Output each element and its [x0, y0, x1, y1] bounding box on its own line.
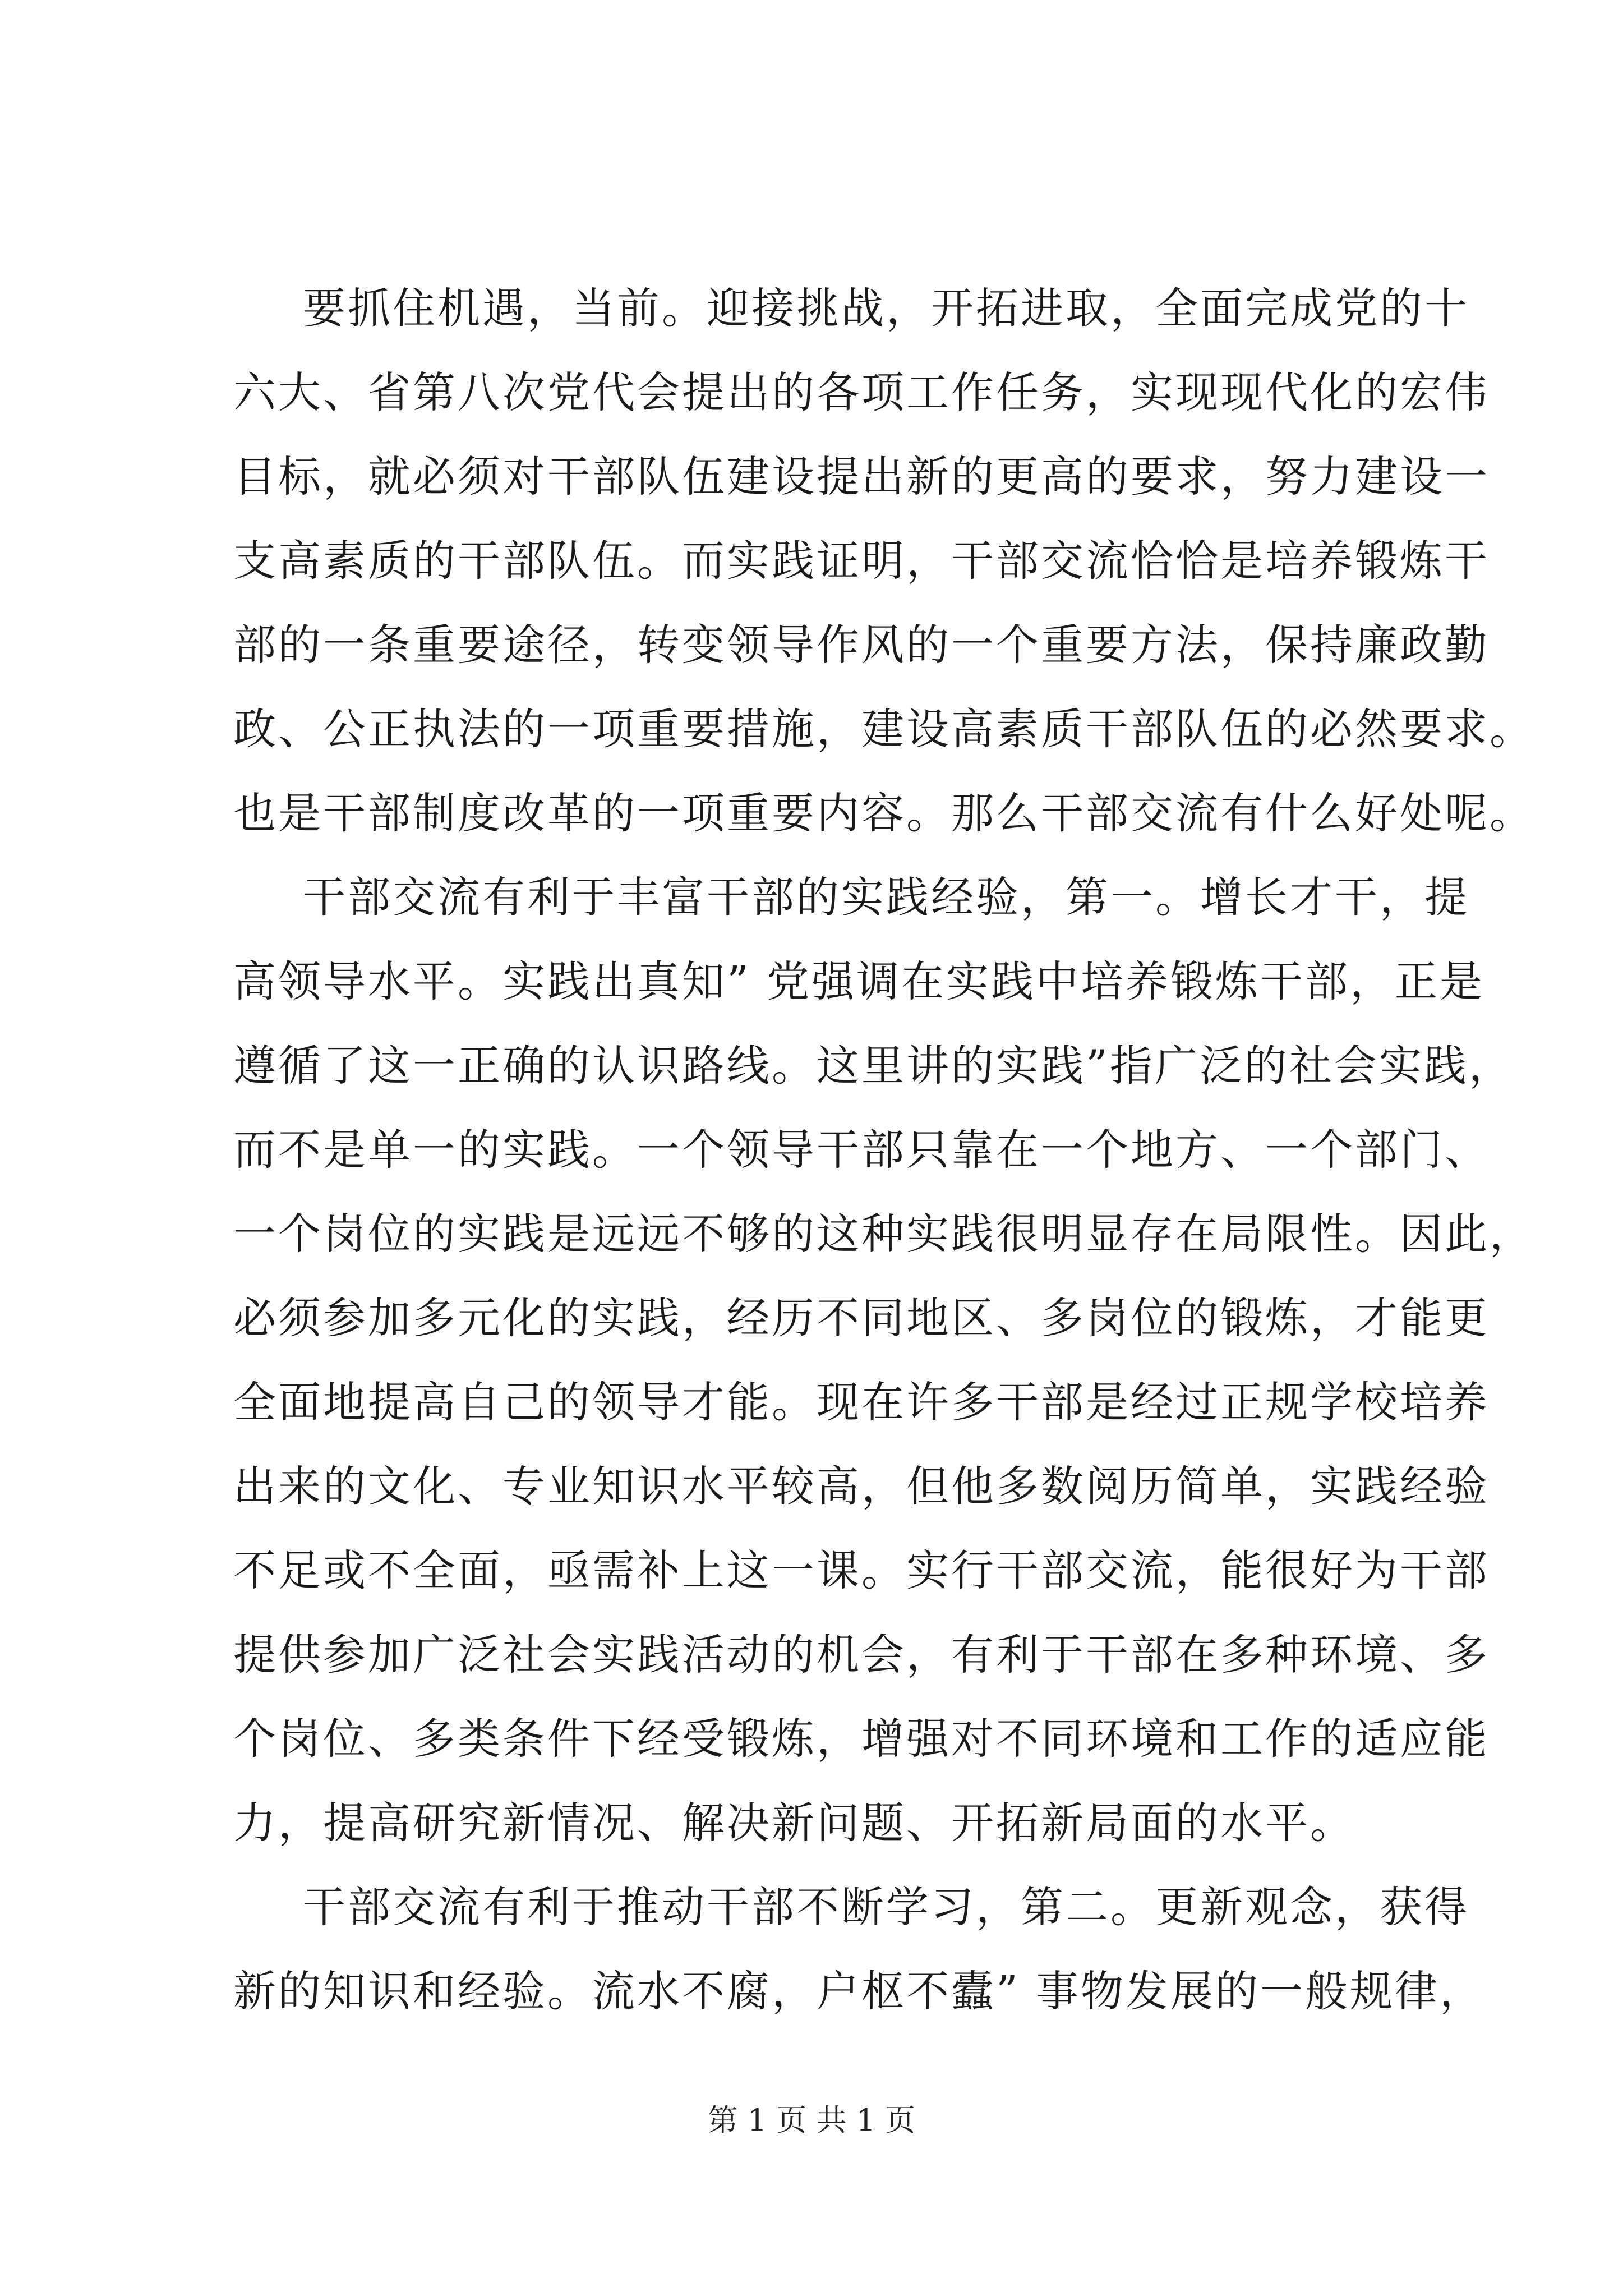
text-line: 也是干部制度改革的一项重要内容。那么干部交流有什么好处呢。 [233, 788, 1534, 838]
text-line: 必须参加多元化的实践，经历不同地区、多岗位的锻炼，才能更 [233, 1293, 1490, 1343]
text-line: 不足或不全面，亟需补上这一课。实行干部交流，能很好为干部 [233, 1545, 1490, 1595]
text-line: 提供参加广泛社会实践活动的机会，有利于干部在多种环境、多 [233, 1630, 1490, 1680]
text-line: 支高素质的干部队伍。而实践证明，干部交流恰恰是培养锻炼干 [233, 536, 1490, 586]
text-line: 一个岗位的实践是远远不够的这种实践很明显存在局限性。因此， [233, 1209, 1534, 1259]
text-line: 政、公正执法的一项重要措施，建设高素质干部队伍的必然要求。 [233, 704, 1534, 754]
page-number-footer: 第 1 页 共 1 页 [707, 2102, 916, 2138]
text-line: 遵循了这一正确的认识路线。这里讲的实践”指广泛的社会实践， [233, 1041, 1514, 1091]
text-line: 高领导水平。实践出真知” 党强调在实践中培养锻炼干部，正是 [233, 956, 1485, 1006]
text-line: 六大、省第八次党代会提出的各项工作任务，实现现代化的宏伟 [233, 367, 1490, 417]
text-line: 要抓住机遇，当前。迎接挑战，开拓进取，全面完成党的十 [303, 283, 1469, 333]
text-line: 目标，就必须对干部队伍建设提出新的更高的要求，努力建设一 [233, 452, 1490, 501]
text-line: 干部交流有利于丰富干部的实践经验，第一。增长才干，提 [303, 872, 1469, 922]
text-line: 全面地提高自己的领导才能。现在许多干部是经过正规学校培养 [233, 1377, 1490, 1427]
text-line: 干部交流有利于推动干部不断学习，第二。更新观念，获得 [303, 1882, 1469, 1932]
text-line: 部的一条重要途径，转变领导作风的一个重要方法，保持廉政勤 [233, 620, 1490, 670]
text-line: 个岗位、多类条件下经受锻炼，增强对不同环境和工作的适应能 [233, 1714, 1490, 1764]
text-line: 力，提高研究新情况、解决新问题、开拓新局面的水平。 [233, 1798, 1355, 1848]
text-line: 而不是单一的实践。一个领导干部只靠在一个地方、一个部门、 [233, 1125, 1490, 1175]
text-line: 新的知识和经验。流水不腐，户枢不蠹” 事物发展的一般规律， [233, 1966, 1485, 2016]
text-line: 出来的文化、专业知识水平较高，但他多数阅历简单，实践经验 [233, 1461, 1490, 1511]
